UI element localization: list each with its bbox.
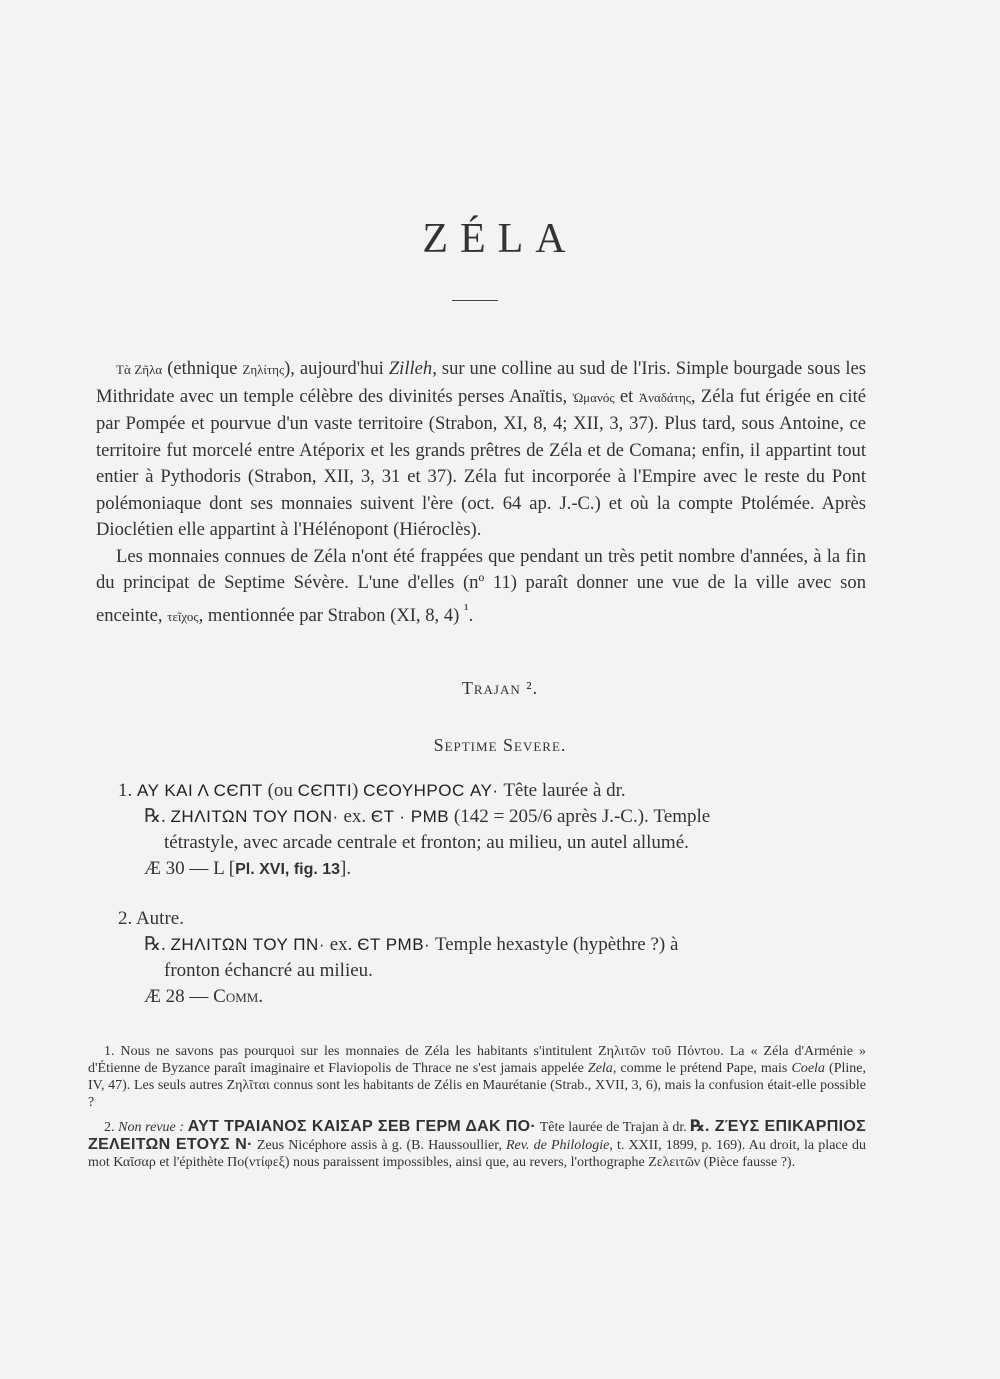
coin-legend: ΖΗΛΙΤΩΝ ΤΟΥ ΠΟΝ·	[170, 807, 339, 826]
text: et l'épithète	[155, 1155, 228, 1170]
entry-reverse-cont: tétrastyle, avec arcade centrale et fronton; au milieu, un autel allumé.	[164, 832, 689, 853]
greek-text: Ἀναδάτης	[638, 389, 691, 405]
greek-text: Ζελειτῶν	[648, 1155, 701, 1170]
text: . La « Zéla d'Arménie » d'Étienne de Byzance paraît imaginaire et Flaviopolis de Thrace ne s'est jamais appelée	[88, 1044, 867, 1076]
text: (Pline, IV, 47). Les seuls autres	[88, 1061, 866, 1093]
footnote-1	[88, 1043, 866, 1111]
entry-obverse	[118, 906, 863, 932]
intro-text	[96, 356, 866, 630]
coin-legend: ℞. ΖΈΥΣ ΕΠΙΚΑΡΠΙΟΣ ΖΕΛΕΙΤΩΝ ΕΤΟΥΣ Ν·	[88, 1118, 867, 1153]
text: nous paraissent impossibles, ainsi que, au revers, l'orthographe	[289, 1155, 649, 1170]
footnote-2	[88, 1118, 866, 1171]
entry-obverse	[118, 778, 863, 804]
text: Æ 30 — L [	[144, 858, 236, 879]
greek-text: Ζηλῖται	[226, 1078, 270, 1093]
heading-suffix: .	[532, 678, 539, 698]
coin-legend: CЄΟΥΗΡΟC ΑΥ·	[363, 781, 499, 800]
text: .	[468, 604, 474, 626]
text: Les monnaies connues de Zéla n'ont été frappées que pendant un très petit nombre d'années, à la fin du principat de Septime Sévère. L'une d'elles (nº 11) paraît donner une vue de la ville avec son enceinte,	[96, 545, 866, 626]
italic-text: Zilleh	[388, 358, 433, 379]
text: (142 = 205/6 après J.-C.). Temple	[449, 806, 711, 827]
collection-abbrev: Comm.	[213, 986, 264, 1007]
greek-text: Πο(ντίφεξ)	[227, 1155, 290, 1170]
italic-text: Non revue :	[118, 1120, 185, 1135]
entry-number: 1.	[118, 780, 133, 801]
reverse-mark: ℞.	[144, 934, 166, 955]
coin-legend: ΑΥ ΚΑΙ Λ CЄΠΤ	[137, 781, 263, 800]
coin-legend: ЄΤ ΡΜΒ·	[357, 935, 431, 954]
entry-reverse	[118, 804, 863, 830]
greek-text: Καῖσαρ	[113, 1155, 156, 1170]
text: ex.	[325, 934, 358, 955]
text: Autre.	[135, 908, 184, 929]
title-rule	[452, 300, 498, 301]
coin-legend: ΖΗΛΙΤΩΝ ΤΟΥ ΠΝ·	[170, 935, 325, 954]
footnotes	[88, 1043, 866, 1178]
entry-reverse	[118, 932, 863, 958]
heading-trajan	[0, 678, 1000, 699]
greek-text: τεῖχος	[167, 608, 199, 624]
coin-legend: ЄΤ · ΡΜΒ	[370, 807, 450, 826]
heading-septime-severe: Septime Severe.	[433, 735, 567, 755]
greek-text: Τὰ Ζῆλα	[116, 362, 163, 377]
text: , comme le prétend Pape, mais	[612, 1061, 792, 1076]
greek-text: Ζηλίτης	[242, 362, 285, 377]
italic-text: Zela	[587, 1061, 613, 1076]
italic-text: Rev. de Philologie	[505, 1138, 610, 1153]
greek-text: Ὡμανός	[572, 389, 615, 405]
page-title: ZÉLA	[422, 216, 578, 262]
coin-legend: CЄΠΤΙ	[297, 781, 353, 800]
text: (Pièce fausse ?).	[700, 1155, 796, 1170]
text: Temple hexastyle (hypèthre ?) à	[430, 934, 679, 955]
text: ex.	[338, 806, 371, 827]
coin-legend: ΑΥΤ ΤΡΑΙΑΝΟΣ ΚΑΙΣΑΡ ΣΕΒ ΓΕΡΜ ΔΑΚ ΠΟ·	[187, 1118, 537, 1135]
text: Tête laurée à dr.	[498, 780, 626, 801]
text: 1. Nous ne savons pas pourquoi sur les monnaies de Zéla les habitants s'intitulent	[104, 1044, 599, 1059]
text: Zeus Nicéphore assis à g. (B. Haussoullier,	[252, 1138, 506, 1153]
text: (ou	[262, 780, 298, 801]
text: et	[614, 385, 639, 407]
text: , sur une colline au sud de l'Iris. Simple bourgade sous les Mithridate avec un temple célèbre des divinités perses Anaïtis,	[96, 358, 866, 407]
text: , t. XXII, 1899, p. 169). Au droit, la place du mot	[88, 1138, 867, 1170]
heading-text: Trajan ²	[461, 678, 533, 698]
entry-metal	[118, 856, 863, 883]
intro-paragraph-2	[96, 544, 866, 631]
text: , mentionnée par Strabon (XI, 8, 4)	[198, 604, 464, 626]
plate-reference[interactable]: Pl. XVI, fig. 13	[235, 861, 341, 878]
text: )	[352, 780, 364, 801]
italic-text: Coela	[791, 1061, 825, 1076]
text: ].	[340, 858, 352, 879]
entry-reverse-cont: fronton échancré au milieu.	[164, 960, 373, 981]
intro-paragraph-1	[96, 356, 866, 544]
footnote-ref[interactable]: ¹	[463, 600, 469, 618]
reverse-mark: ℞.	[144, 806, 166, 827]
text: Æ 28 —	[144, 986, 214, 1007]
catalogue-entry-1	[118, 778, 863, 883]
catalogue-entry-2	[118, 906, 863, 1010]
entry-number: 2.	[118, 908, 133, 929]
text: 2.	[104, 1120, 119, 1135]
text: connus sont les habitants de Zélis en Maurétanie (Strab., XVII, 3, 6), mais la confusion était-elle possible ?	[88, 1078, 866, 1110]
greek-text: Ζηλιτῶν τοῦ Πόντου	[598, 1044, 721, 1059]
entry-metal	[118, 984, 863, 1010]
text: ), aujourd'hui	[284, 358, 389, 379]
text: (ethnique	[162, 358, 243, 379]
text: , Zéla fut érigée en cité par Pompée et pourvue d'un vaste territoire (Strabon, XI, 8, 4; XII, 3, 37). Plus tard, sous Antoine, ce territoire fut morcelé entre Atéporix et les grands prêtres de Zéla et de Comana; enfin, il appartint tout entier à Pythodoris (Strabon, XII, 3, 31 et 37). Zéla fut incorporée à l'Empire avec le reste du Pont polémoniaque dont ses monnaies suivent l'ère (oct. 64 ap. J.-C.) et où la compte Ptolémée. Après Dioclétien elle appartint à l'Hélénopont (Hiéroclès).	[96, 385, 867, 540]
text: Tête laurée de Trajan à dr.	[536, 1120, 691, 1135]
